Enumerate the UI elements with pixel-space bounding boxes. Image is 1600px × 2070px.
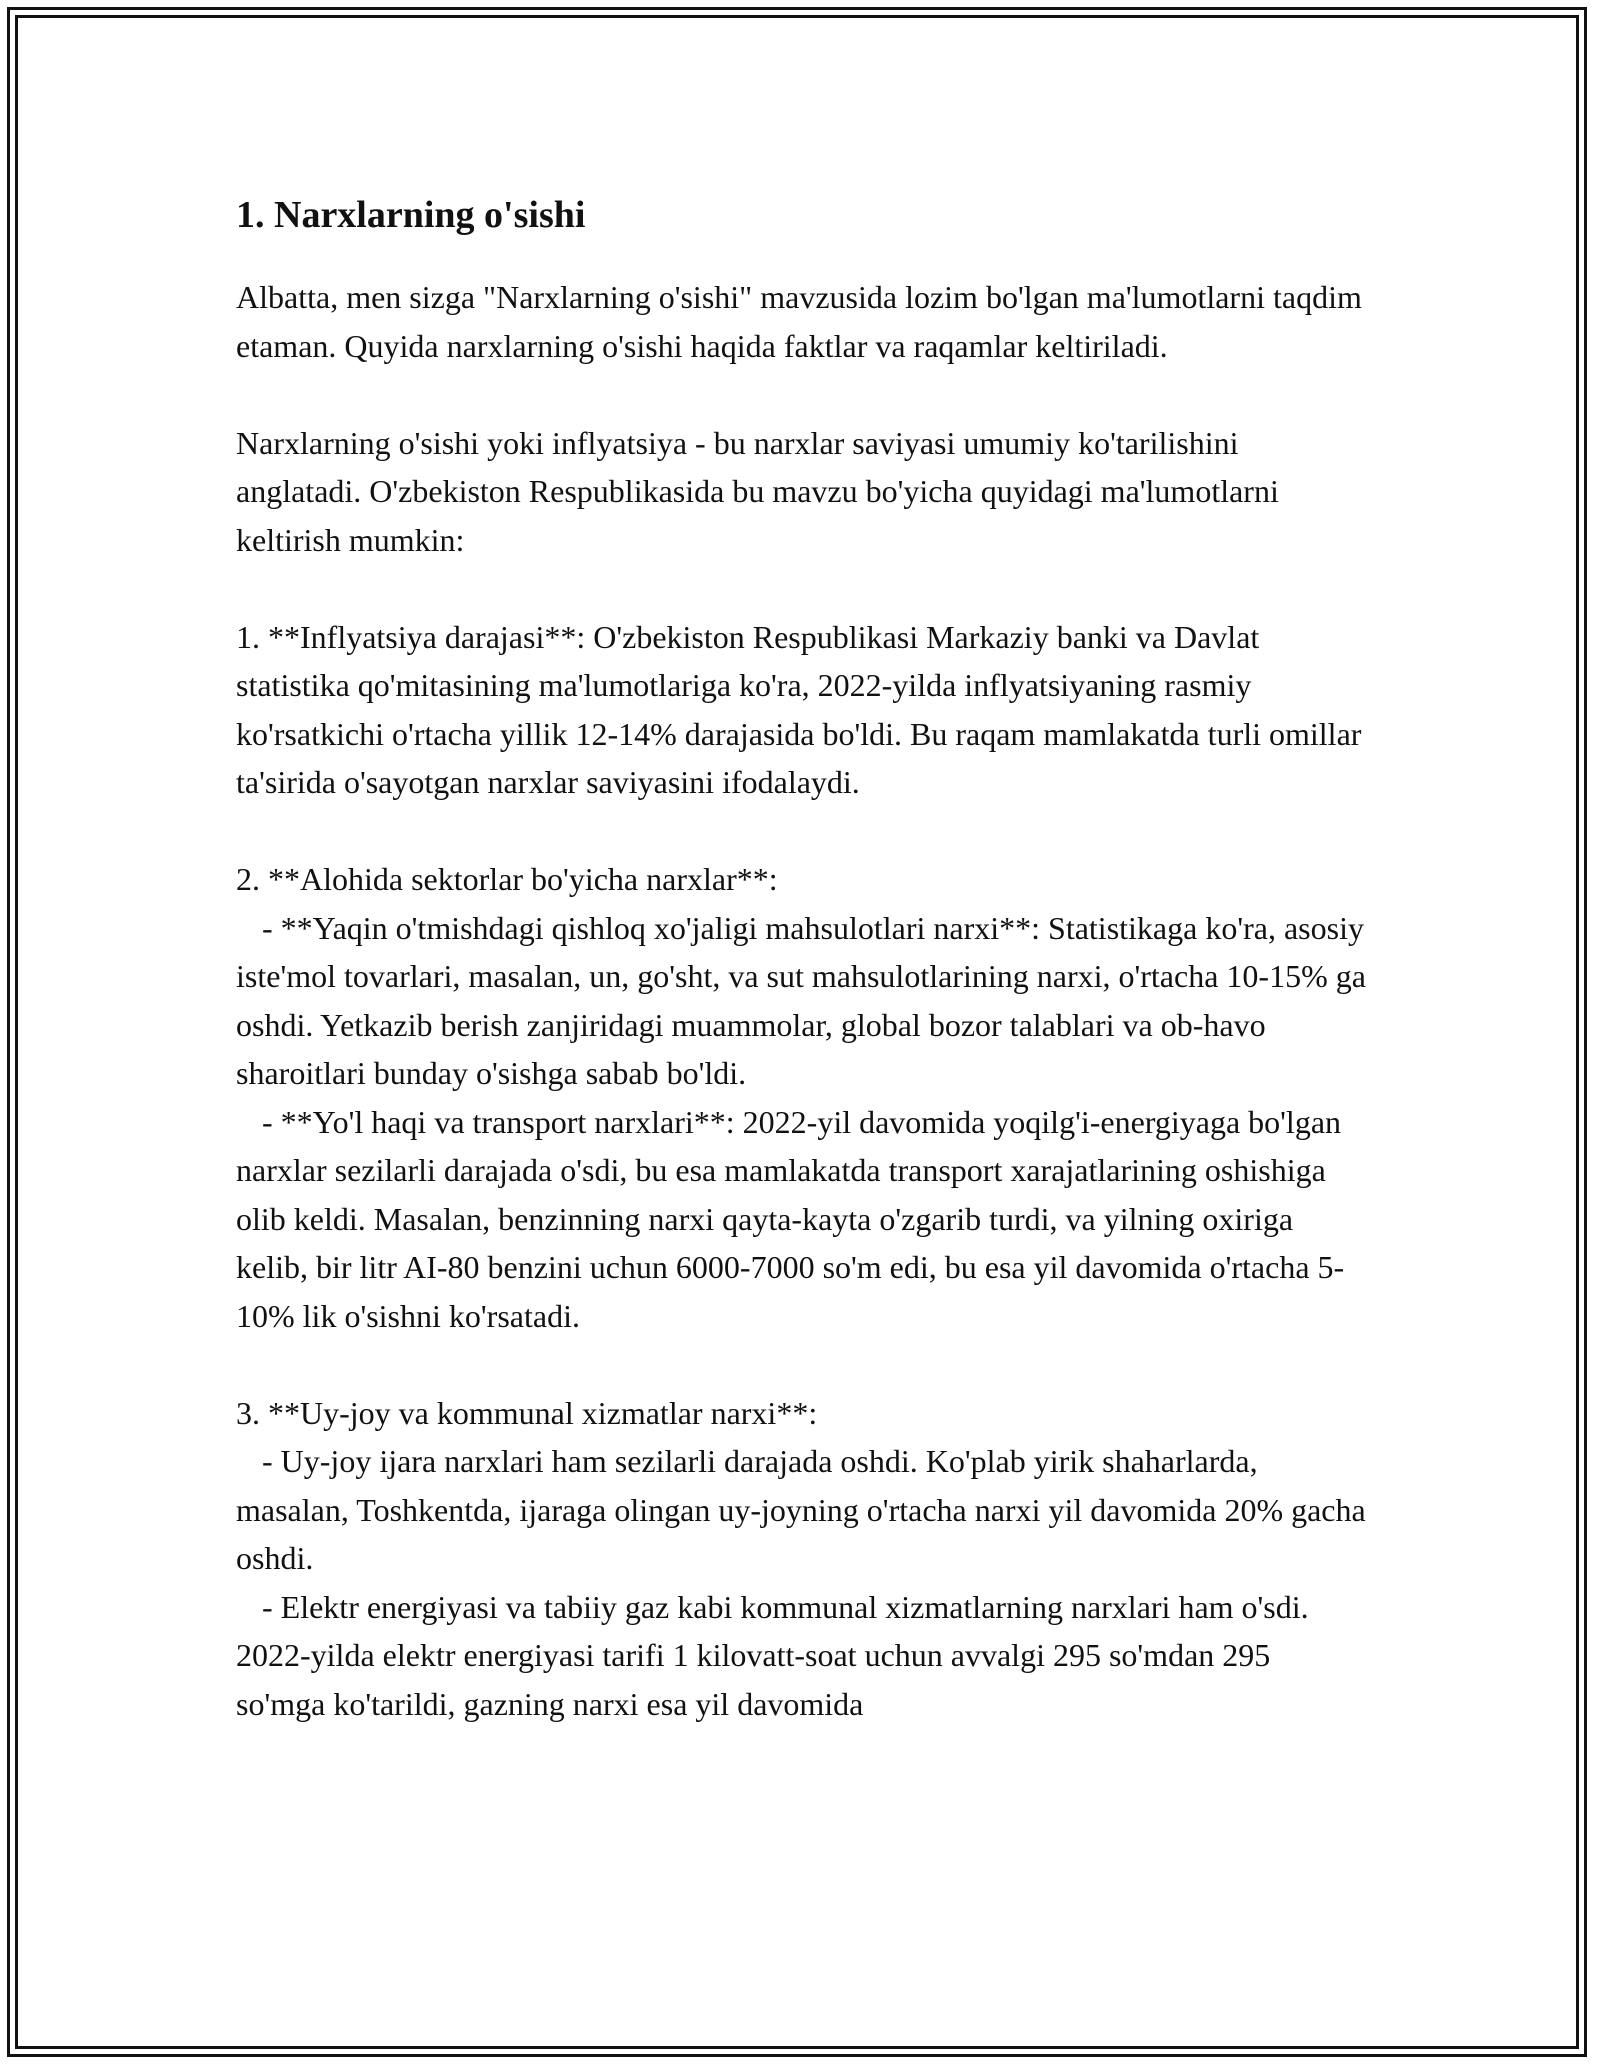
document-heading: 1. Narxlarning o'sishi [236, 194, 586, 236]
list-item-housing-title: 3. **Uy-joy va kommunal xizmatlar narxi**: [236, 1394, 818, 1431]
sub-item-transport [236, 1098, 1366, 1341]
list-item-sectors-title: 2. **Alohida sektorlar bo'yicha narxlar**: [236, 861, 778, 897]
paragraph-spacer [236, 1340, 1366, 1389]
sub-item-utilities-text: - Elektr energiyasi va tabiiy gaz kabi kommunal xizmatlarning narxlari ham o'sdi. 2022-yilda elektr energiyasi tarifi 1 kilovatt-soat uchun avvalgi 295 so'mdan 295 so'mga ko'tarildi, gazning narxi esa yil davomida [236, 1588, 1309, 1722]
sub-item-transport-text: - **Yo'l haqi va transport narxlari**: 2022-yil davomida yoqilg'i-energiyaga bo'lgan narxlar sezilarli darajada o'sdi, bu esa mamlakatda transport xarajatlarining oshishiga olib keldi. Masalan, benzinning narxi qayta-kayta o'zgarib turdi, va yilning oxiriga kelib, bir litr AI-80 benzini uchun 6000-7000 so'm edi, bu esa yil davomida o'rtacha 5-10% lik o'sishni ko'rsatadi. [236, 1103, 1345, 1334]
definition-paragraph: Narxlarning o'sishi yoki inflyatsiya - bu narxlar saviyasi umumiy ko'tarilishini anglatadi. O'zbekiston Respublikasida bu mavzu bo'yicha quyidagi ma'lumotlarni keltirish mumkin: [236, 424, 1287, 558]
intro-paragraph: Albatta, men sizga "Narxlarning o'sishi" mavzusida lozim bo'lgan ma'lumotlarni taqdim etaman. Quyida narxlarning o'sishi haqida faktlar va raqamlar keltiriladi. [236, 279, 1370, 364]
sub-item-rent [236, 1437, 1366, 1583]
paragraph-spacer [236, 370, 1366, 419]
paragraph-spacer [236, 564, 1366, 613]
sub-item-agriculture-text: - **Yaqin o'tmishdagi qishloq xo'jaligi mahsulotlari narxi**: Statistikaga ko'ra, asosiy iste'mol tovarlari, masalan, un, go'sht, va sut mahsulotlarining narxi, o'rtacha 10-15% ga oshdi. Yetkazib berish zanjiridagi muammolar, global bozor talablari va ob-havo sharoitlari bunday o'sishga sabab bo'ldi. [236, 909, 1366, 1091]
sub-item-agriculture [236, 904, 1366, 1098]
sub-item-utilities [236, 1583, 1366, 1729]
paragraph-spacer [236, 807, 1366, 856]
list-item-inflation: 1. **Inflyatsiya darajasi**: O'zbekiston Respublikasi Markaziy banki va Davlat statistika qo'mitasining ma'lumotlariga ko'ra, 2022-yilda inflyatsiyaning rasmiy ko'rsatkichi o'rtacha yillik 12-14% darajasida bo'ldi. Bu raqam mamlakatda turli omillar ta'sirida o'sayotgan narxlar saviyasini ifodalaydi. [236, 618, 1370, 800]
document-body [236, 185, 1370, 1728]
sub-item-rent-text: - Uy-joy ijara narxlari ham sezilarli darajada oshdi. Ko'plab yirik shaharlarda, masalan, Toshkentda, ijaraga olingan uy-joyning o'rtacha narxi yil davomida 20% gacha oshdi. [236, 1443, 1366, 1576]
